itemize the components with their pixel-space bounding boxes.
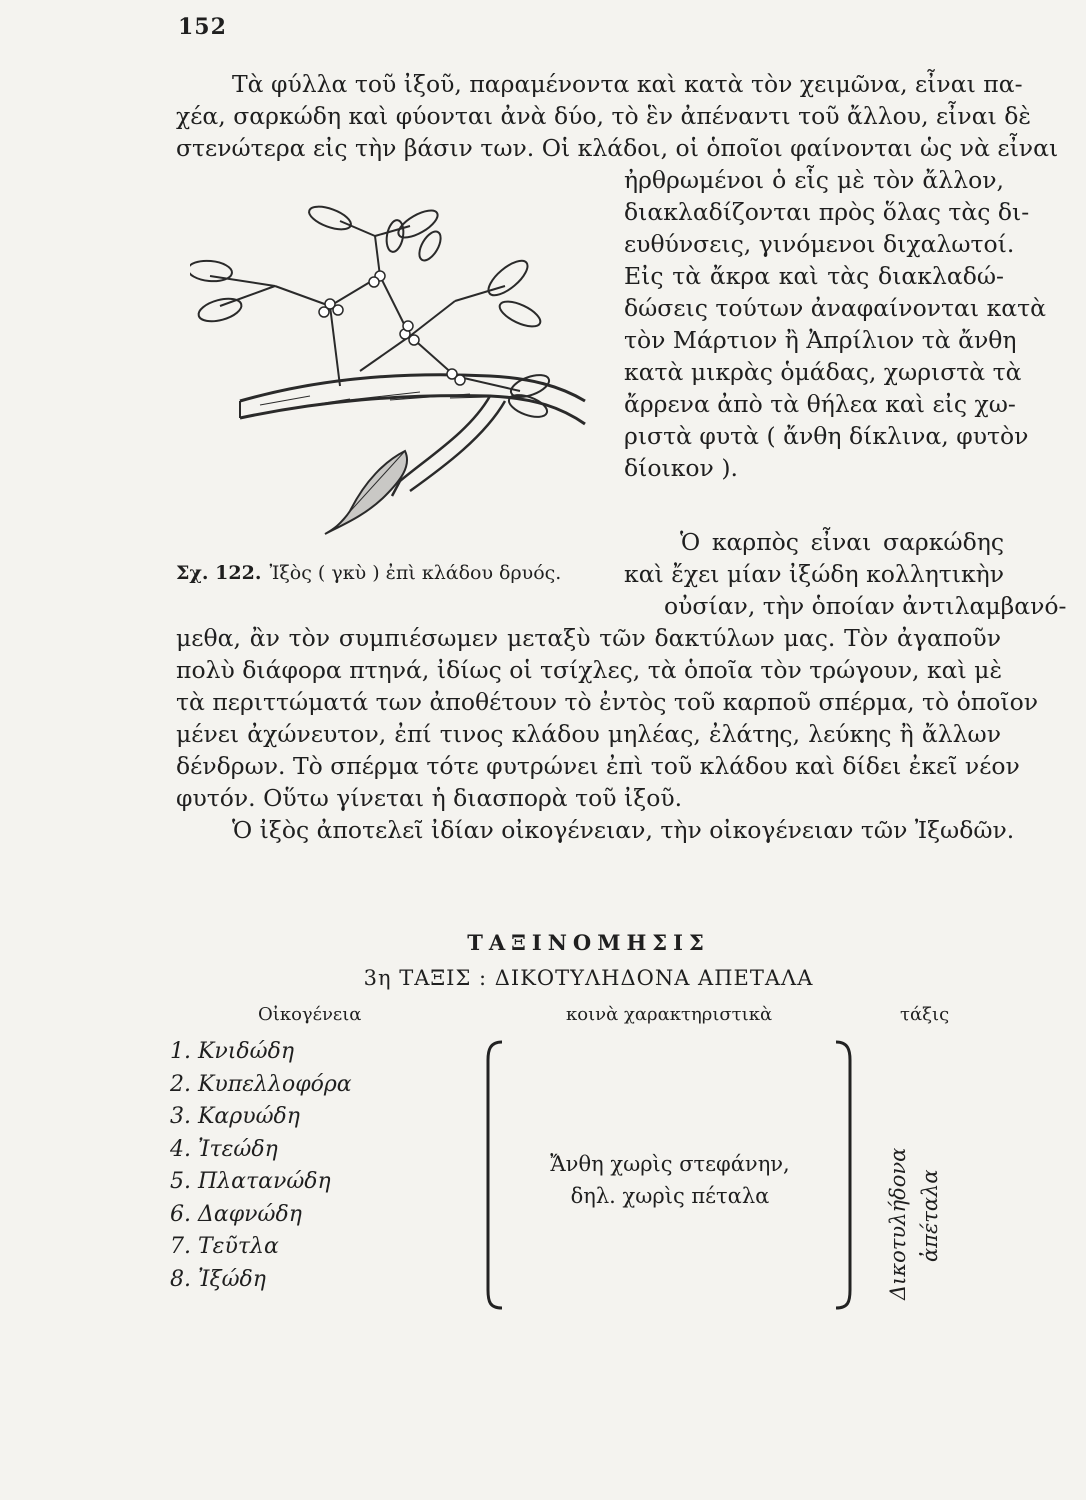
paragraph-leaves xyxy=(176,68,1059,164)
page-number: 152 xyxy=(178,14,227,40)
list-item: 6. Δαφνώδη xyxy=(170,1201,302,1227)
text-line: ἄρρενα ἀπὸ τὰ θήλεα καὶ εἰς χω- xyxy=(624,390,1016,418)
text-line: διακλαδίζονται πρὸς ὅλας τὰς δι- xyxy=(624,198,1030,226)
text-line: μεθα, ἂν τὸν συμπιέσωμεν μεταξὺ τῶν δακτύλων μας. Τὸν ἀγαποῦν xyxy=(176,624,1001,652)
order-line: Δικοτυλήδονα xyxy=(886,1147,910,1300)
text-line: κατὰ μικρὰς ὁμάδας, χωριστὰ τὰ xyxy=(624,358,1022,386)
column-header-family: Οἰκογένεια xyxy=(258,1004,362,1025)
text-line: φυτόν. Οὕτω γίνεται ἡ διασπορὰ τοῦ ἰξοῦ. xyxy=(176,784,683,812)
common-line: Ἄνθη χωρὶς στεφάνην, xyxy=(550,1152,790,1176)
classification-subtitle: 3η ΤΑΞΙΣ : ΔΙΚΟΤΥΛΗΔΟΝΑ ΑΠΕΤΑΛΑ xyxy=(363,966,814,990)
list-item: 5. Πλατανώδη xyxy=(170,1169,331,1194)
list-item: 2. Κυπελλοφόρα xyxy=(170,1071,352,1097)
figure-caption xyxy=(176,562,561,584)
text-line: τὸν Μάρτιον ἢ Ἀπρίλιον τὰ ἄνθη xyxy=(624,326,1017,354)
text-line: χέα, σαρκώδη καὶ φύονται ἀνὰ δύο, τὸ ἓν ἀπέναντι τοῦ ἄλλου, εἶναι δὲ xyxy=(176,102,1032,130)
column-header-common: κοινὰ χαρακτηριστικὰ xyxy=(566,1004,773,1025)
text-line: Εἰς τὰ ἄκρα καὶ τὰς διακλαδώ- xyxy=(624,262,1004,290)
text-line: δώσεις τούτων ἀναφαίνονται κατὰ xyxy=(624,294,1046,322)
list-item: 7. Τεῦτλα xyxy=(170,1234,279,1259)
text-line: μένει ἀχώνευτον, ἐπί τινος κλάδου μηλέας, ἐλάτης, λεύκης ἢ ἄλλων xyxy=(176,720,1001,748)
text-line: δένδρων. Τὸ σπέρμα τότε φυτρώνει ἐπὶ τοῦ κλάδου καὶ δίδει ἐκεῖ νέον xyxy=(176,752,1020,780)
text-line: καὶ ἔχει μίαν ἰξώδη κολλητικὴν xyxy=(624,560,1005,588)
text-line: τὰ περιττώματά των ἀποθέτουν τὸ ἐντὸς τοῦ καρποῦ σπέρμα, τὸ ὁποῖον xyxy=(176,688,1039,716)
list-item: 4. Ἰτεώδη xyxy=(170,1136,278,1162)
paragraph-branches xyxy=(624,164,1046,484)
text-line: Ὁ ἰξὸς ἀποτελεῖ ἰδίαν οἰκογένειαν, τὴν οἰκογένειαν τῶν Ἰξωδῶν. xyxy=(232,816,1015,844)
text-line: ριστὰ φυτὰ ( ἄνθη δίκλινα, φυτὸν xyxy=(624,422,1029,450)
list-item: 1. Κνιδώδη xyxy=(170,1039,295,1064)
text-line: δίοικον ). xyxy=(624,454,738,482)
list-item: 3. Καρυώδη xyxy=(170,1104,300,1129)
family-list xyxy=(170,1036,352,1296)
order-line: ἀπέταλα xyxy=(918,1169,942,1262)
common-characteristics xyxy=(500,1148,840,1212)
text-line: ευθύνσεις, γινόμενοι διχαλωτοί. xyxy=(624,230,1015,258)
common-line: δηλ. χωρὶς πέταλα xyxy=(570,1184,770,1208)
text-line: πολὺ διάφορα πτηνά, ἰδίως οἱ τσίχλες, τὰ ὁποῖα τὸν τρώγουν, καὶ μὲ xyxy=(176,656,1003,684)
text-line: Τὰ φύλλα τοῦ ἰξοῦ, παραμένοντα καὶ κατὰ τὸν χειμῶνα, εἶναι πα- xyxy=(232,70,1023,98)
paragraph-fruit-continued xyxy=(176,622,1039,846)
order-name xyxy=(882,1148,946,1300)
text-line: Ὁ καρπὸς εἶναι σαρκώδης xyxy=(680,528,1004,556)
text-line: οὐσίαν, τὴν ὁποίαν ἀντιλαμβανό- xyxy=(664,592,1067,620)
list-item: 8. Ἰξώδη xyxy=(170,1266,266,1292)
text-line: ἠρθρωμένοι ὁ εἷς μὲ τὸν ἄλλον, xyxy=(624,166,1004,194)
figure-label: Σχ. 122. xyxy=(176,562,262,584)
column-header-order: τάξις xyxy=(900,1004,950,1025)
figure-caption-text: Ἰξὸς ( γκὺ ) ἐπὶ κλάδου δρυός. xyxy=(269,562,562,584)
paragraph-fruit-start xyxy=(624,526,1067,622)
text-line: στενώτερα εἰς τὴν βάσιν των. Οἱ κλάδοι, οἱ ὁποῖοι φαίνονται ὡς νὰ εἶναι xyxy=(176,134,1059,162)
mistletoe-illustration xyxy=(190,196,610,536)
classification-title: ΤΑΞΙΝΟΜΗΣΙΣ xyxy=(467,930,710,955)
